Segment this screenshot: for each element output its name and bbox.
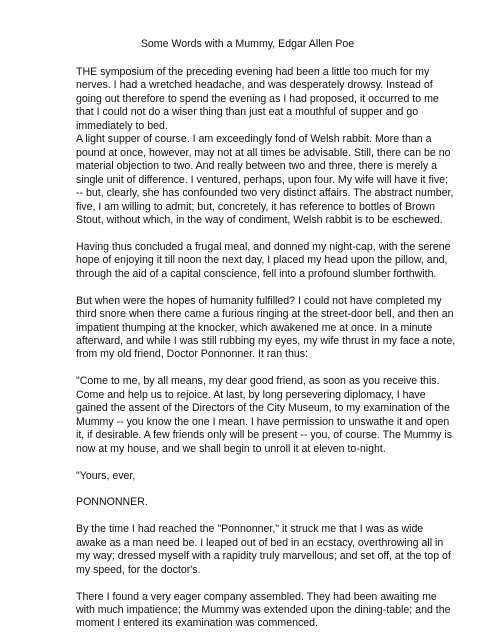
text-line: my way; dressed myself with a rapidity truly marvellous; and set off, at the top of <box>76 550 451 563</box>
text-line: Come and help us to rejoice. At last, by long persevering diplomacy, I have <box>76 388 426 401</box>
paragraph-8 <box>76 591 495 631</box>
text-line: "Yours, ever, <box>76 469 136 482</box>
text-line: awake as a man need be. I leaped out of bed in an ecstacy, overthrowing all in <box>76 536 444 549</box>
text-line: By the time I had reached the "Ponnonner," it struck me that I was as wide <box>76 523 424 536</box>
text-line: moment I entered its examination was commenced. <box>76 617 319 630</box>
text-line: with much impatience; the Mummy was extended upon the dining-table; and the <box>76 604 451 617</box>
text-line: THE symposium of the preceding evening had been a little too much for my <box>76 66 430 78</box>
text-line: But when were the hopes of humanity fulfilled? I could not have completed my <box>76 294 442 307</box>
text-line: "Come to me, by all means, my dear good friend, as soon as you receive this. <box>76 375 440 388</box>
text-line: going out therefore to spend the evening as I had proposed, it occurred to me <box>76 92 439 105</box>
paragraph-1 <box>76 66 495 227</box>
text-line: my speed, for the doctor's. <box>76 563 201 576</box>
text-line: material objection to two. And really between two and three, there is merely a <box>76 160 437 173</box>
text-line: Mummy -- you know the one I mean. I have permission to unswathe it and open <box>76 415 450 428</box>
text-line: five, I am willing to admit; but, concretely, it has reference to bottles of Brown <box>76 200 435 213</box>
text-line: immediately to bed. <box>76 119 168 132</box>
text-line: it, if desirable. A few friends only will be present -- you, of course. The Mummy is <box>76 429 453 442</box>
text-line: now at my house, and we shall begin to unroll it at eleven to-night. <box>76 442 386 455</box>
paragraph-2 <box>76 241 495 281</box>
text-line: through the aid of a capital conscience, fell into a profound slumber forthwith. <box>76 267 437 280</box>
text-line: -- but, clearly, she has confounded two very distinct affairs. The abstract number, <box>76 187 454 200</box>
paragraph-5-closing <box>76 470 495 483</box>
text-line: third snore when there came a furious ringing at the street-door bell, and then an <box>76 308 454 321</box>
text-line: Having thus concluded a frugal meal, and donned my night-cap, with the serene <box>76 240 451 253</box>
text-line: pound at once, however, may not at all times be advisable. Still, there can be no <box>76 146 451 159</box>
text-line: that I could not do a wiser thing than just eat a mouthful of supper and go <box>76 106 419 119</box>
document-body <box>76 66 495 644</box>
paragraph-6-signature <box>76 496 495 509</box>
text-line: A light supper of course. I am exceedingly fond of Welsh rabbit. More than a <box>76 133 432 146</box>
text-line: single unit of difference. I ventured, perhaps, upon four. My wife will have it five; <box>76 173 448 186</box>
text-line: impatient thumping at the knocker, which awakened me at once. In a minute <box>76 321 433 334</box>
paragraph-3 <box>76 295 495 362</box>
text-line: from my old friend, Doctor Ponnonner. It ran thus: <box>76 348 308 361</box>
text-line: hope of enjoying it till noon the next day, I placed my head upon the pillow, and, <box>76 254 448 267</box>
text-line: PONNONNER. <box>76 496 148 509</box>
text-line: There I found a very eager company assembled. They had been awaiting me <box>76 590 437 603</box>
paragraph-7 <box>76 523 495 577</box>
text-line: afterward, and while I was still rubbing my eyes, my wife thrust in my face a note, <box>76 335 456 348</box>
text-line: gained the assent of the Directors of the City Museum, to my examination of the <box>76 402 450 415</box>
document-title: Some Words with a Mummy, Edgar Allen Poe <box>140 38 355 50</box>
text-line: nerves. I had a wretched headache, and was desperately drowsy. Instead of <box>76 79 433 92</box>
paragraph-4-letter <box>76 375 495 456</box>
text-line: Stout, without which, in the way of condiment, Welsh rabbit is to be eschewed. <box>76 213 443 226</box>
